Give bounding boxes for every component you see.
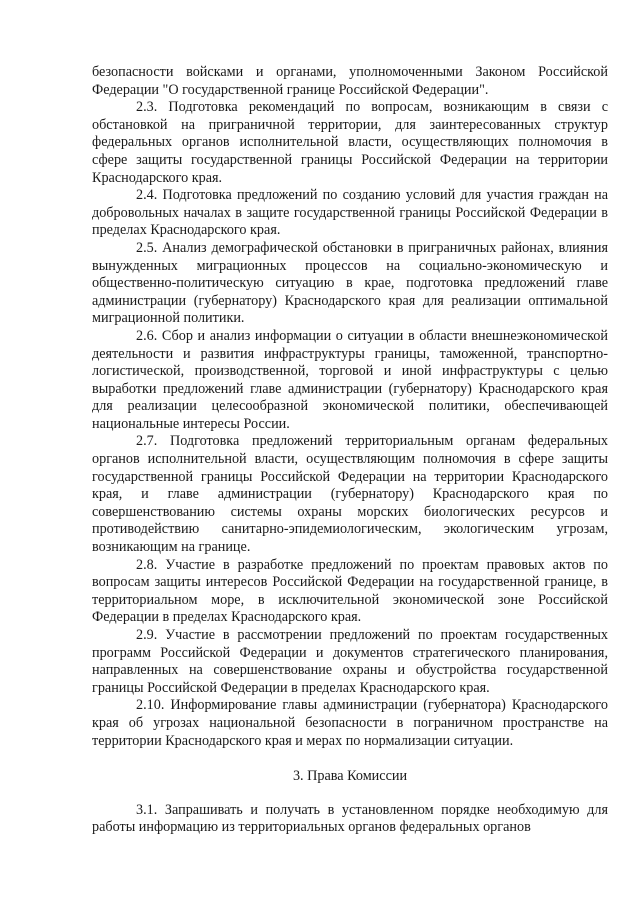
paragraph-2-4: 2.4. Подготовка предложений по созданию условий для участия граждан на добровольных началах в защите государственной границы Российской Федерации в пределах Краснодарского края. [92,187,608,239]
paragraph-2-9: 2.9. Участие в рассмотрении предложений по проектам государственных программ Российской Федерации и документов стратегического планирования, направленных на совершенствование охраны и обустройства государственной границы Российской Федерации в пределах Краснодарского края. [92,627,608,696]
document-body [92,64,608,837]
paragraph-2-5: 2.5. Анализ демографической обстановки в приграничных районах, влияния вынужденных миграционных процессов на социально-экономическую и общественно-политическую ситуацию в крае, подготовка предложений главе администрации (губернатору) Краснодарского края для реализации оптимальной миграционной политики. [92,239,608,327]
paragraph-2-7: 2.7. Подготовка предложений территориальным органам федеральных органов исполнительной власти, осуществляющим полномочия в сфере защиты государственной границы Российской Федерации на территории Краснодарского края, и главе администрации (губернатору) Краснодарского края по совершенствованию системы охраны морских биологических ресурсов и противодействию санитарно-эпидемиологическим, экологическим угрозам, возникающим на границе. [92,433,608,556]
paragraph-continuation: безопасности войсками и органами, уполномоченными Законом Российской Федерации "О государственной границе Российской Федерации". [92,64,608,98]
paragraph-2-6: 2.6. Сбор и анализ информации о ситуации в области внешнеэкономической деятельности и развития инфраструктуры границы, таможенной, транспортно-логистической, производственной, торговой и иной инфраструктуры с целью выработки предложений главе администрации (губернатору) Краснодарского края для реализации целесообразной экономической политики, обеспечивающей национальные интересы России. [92,327,608,432]
paragraph-2-8: 2.8. Участие в разработке предложений по проектам правовых актов по вопросам защиты интересов Российской Федерации на государственной границе, в территориальном море, в исключительной экономической зоне Российской Федерации в пределах Краснодарского края. [92,556,608,626]
paragraph-2-3: 2.3. Подготовка рекомендаций по вопросам, возникающим в связи с обстановкой на приграничной территории, для заинтересованных структур федеральных органов исполнительной власти, осуществляющих полномочия в сфере защиты государственной границы Российской Федерации на территории Краснодарского края. [92,99,608,186]
paragraph-3-1: 3.1. Запрашивать и получать в установленном порядке необходимую для работы информацию из территориальных органов федеральных органов [92,801,608,836]
paragraph-2-10: 2.10. Информирование главы администрации (губернатора) Краснодарского края об угрозах национальной безопасности в пограничном пространстве на территории Краснодарского края и мерах по нормализации ситуации. [92,697,608,749]
section-heading: 3. Права Комиссии [292,768,408,785]
spacer [92,786,608,802]
spacer [92,750,608,768]
